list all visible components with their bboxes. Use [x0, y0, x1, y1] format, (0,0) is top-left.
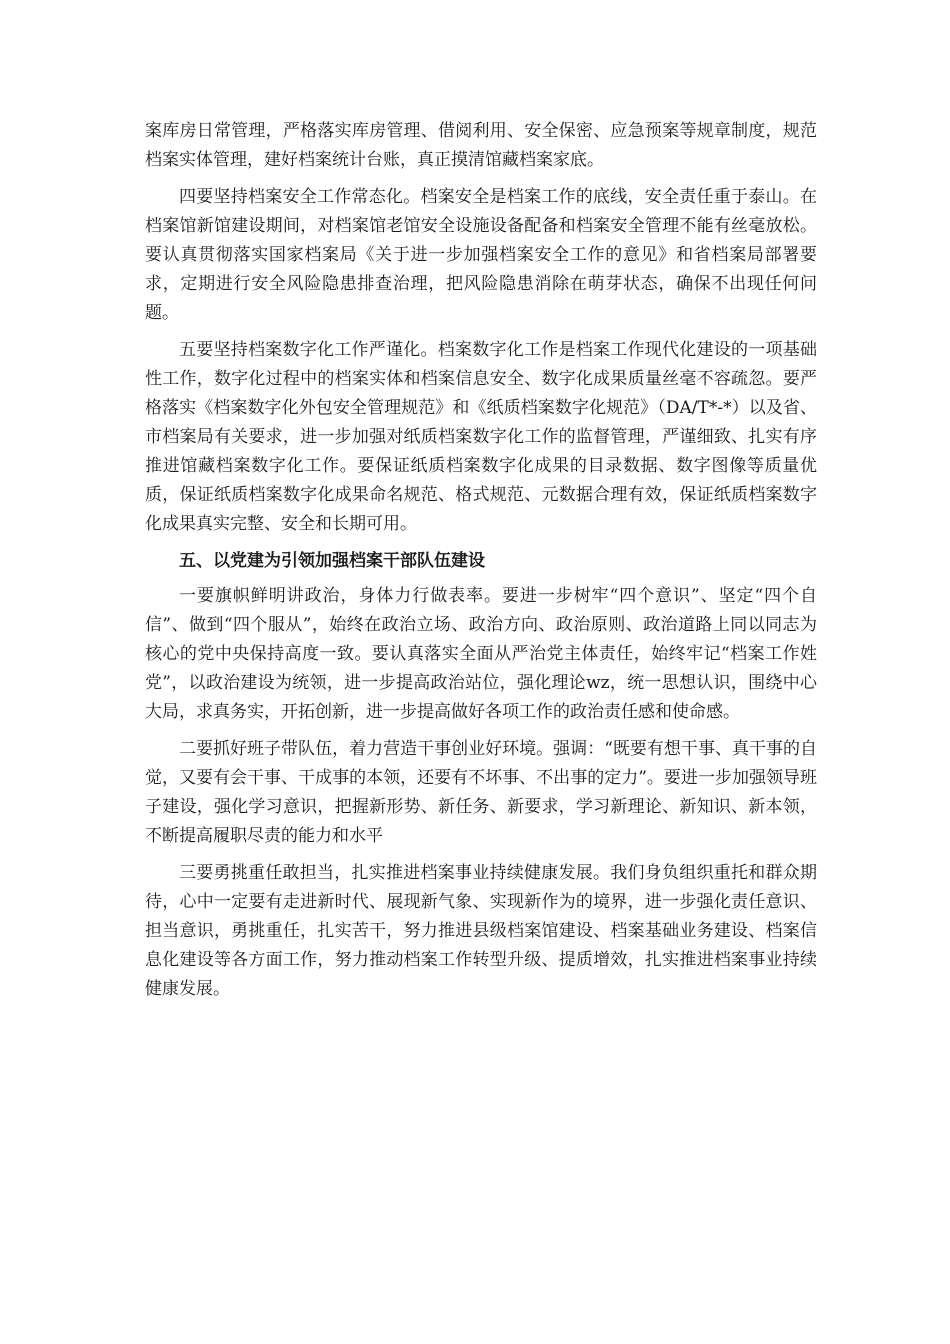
paragraph-continued: 案库房日常管理，严格落实库房管理、借阅利用、安全保密、应急预案等规章制度，规范档案实体管理，建好档案统计台账，真正摸清馆藏档案家底。	[145, 121, 817, 170]
paragraph-politics: 一要旗帜鲜明讲政治，身体力行做表率。要进一步树牢“四个意识”、坚定“四个自信”、做到“四个服从”，始终在政治立场、政治方向、政治原则、政治道路上同以同志为核心的党中央保持高度一致。要认真落实全面从严治党主体责任，始终牢记“档案工作姓党”，以政治建设为统领，进一步提高政治站位，强化理论wz，统一思想认识，围绕中心大局，求真务实，开拓创新，进一步提高做好各项工作的政治责任感和使命感。	[145, 586, 817, 722]
paragraph-leadership: 二要抓好班子带队伍，着力营造干事创业好环境。强调：“既要有想干事、真干事的自觉，又要有会干事、干成事的本领，还要有不坏事、不出事的定力”。要进一步加强领导班子建设，强化学习意识，把握新形势、新任务、新要求，学习新理论、新知识、新本领，不断提高履职尽责的能力和水平	[145, 739, 817, 846]
paragraph-archive-security: 四要坚持档案安全工作常态化。档案安全是档案工作的底线，安全责任重于泰山。在档案馆新馆建设期间，对档案馆老馆安全设施设备配备和档案安全管理不能有丝毫放松。要认真贯彻落实国家档案局《关于进一步加强档案安全工作的意见》和省档案局部署要求，定期进行安全风险隐患排查治理，把风险隐患消除在萌芽状态，确保不出现任何问题。	[145, 187, 817, 323]
document-body	[145, 117, 817, 1012]
paragraph-archive-digitization: 五要坚持档案数字化工作严谨化。档案数字化工作是档案工作现代化建设的一项基础性工作，数字化过程中的档案实体和档案信息安全、数字化成果质量丝毫不容疏忽。要严格落实《档案数字化外包安全管理规范》和《纸质档案数字化规范》（DA/T*-*）以及省、市档案局有关要求，进一步加强对纸质档案数字化工作的监督管理，严谨细致、扎实有序推进馆藏档案数字化工作。要保证纸质档案数字化成果的目录数据、数字图像等质量优质，保证纸质档案数字化成果命名规范、格式规范、元数据合理有效，保证纸质档案数字化成果真实完整、安全和长期可用。	[145, 340, 817, 534]
paragraph-responsibility: 三要勇挑重任敢担当，扎实推进档案事业持续健康发展。我们身负组织重托和群众期待，心中一定要有走进新时代、展现新气象、实现新作为的境界，进一步强化责任意识、担当意识，勇挑重任，扎实苦干，努力推进县级档案馆建设、档案基础业务建设、档案信息化建设等各方面工作，努力推动档案工作转型升级、提质增效，扎实推进档案事业持续健康发展。	[145, 863, 817, 999]
section-heading: 五、以党建为引领加强档案干部队伍建设	[179, 551, 485, 571]
